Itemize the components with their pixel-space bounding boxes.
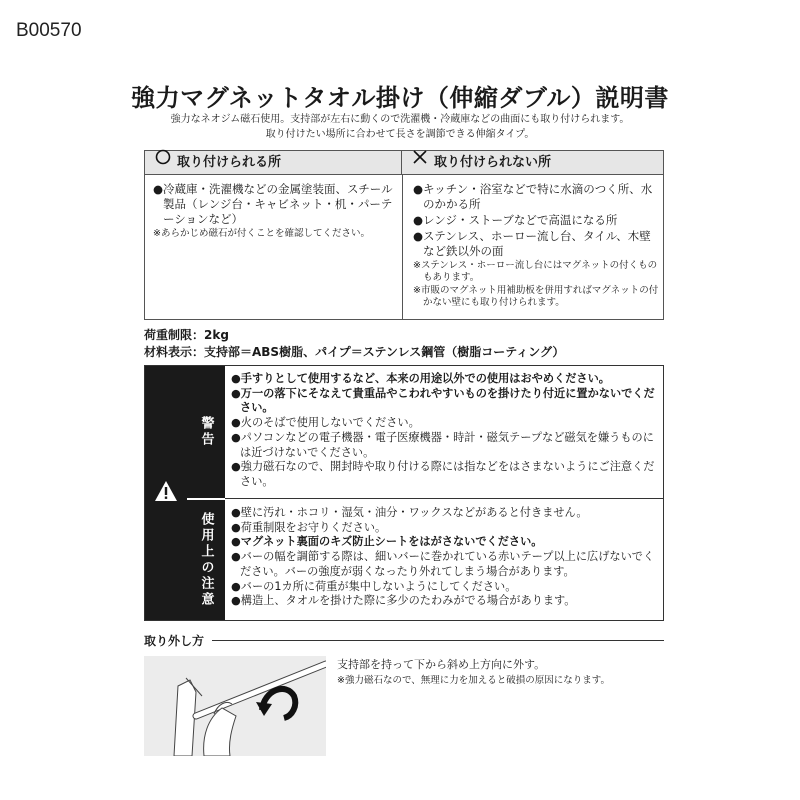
removal-title: 取り外し方 bbox=[144, 632, 212, 649]
removal-rule bbox=[144, 640, 664, 641]
warning-list bbox=[231, 372, 659, 490]
caution-item: ●構造上、タオルを掛けた際に多少のたわみがでる場合があります。 bbox=[231, 594, 576, 608]
ok-list bbox=[153, 182, 397, 240]
load-limit: 荷重制限：2kg bbox=[144, 328, 229, 342]
removal-illustration bbox=[144, 656, 326, 756]
warning-item: ●万一の落下にそなえて貴重品やこわれやすいものを掛けたり付近に置かないでください。 bbox=[231, 386, 655, 415]
ng-list bbox=[413, 182, 659, 309]
document-title: 強力マグネットタオル掛け（伸縮ダブル）説明書 bbox=[131, 84, 669, 112]
document-code: B00570 bbox=[16, 20, 82, 41]
warning-item: ●パソコンなどの電子機器・電子医療機器・時計・磁気テープなど磁気を嫌うものには近づけないでください。 bbox=[231, 430, 654, 459]
warning-item: ●強力磁石なので、開封時や取り付ける際には指などをはさまないようにご注意ください。 bbox=[231, 460, 655, 488]
caution-list bbox=[231, 506, 659, 609]
ng-item: ●レンジ・ストーブなどで高温になる所 bbox=[413, 213, 618, 227]
removal-note: ※強力磁石なので、無理に力を加えると破損の原因になります。 bbox=[337, 675, 611, 686]
warning-item: ●火のそばで使用しないでください。 bbox=[231, 416, 420, 430]
caution-label: 使用上の注意 bbox=[187, 500, 225, 620]
ok-item: ●冷蔵庫・洗濯機などの金属塗装面、スチール製品（レンジ台・キャビネット・机・パーテーションなど） bbox=[153, 182, 393, 226]
intro-line-2: 取り付けたい場所に合わせて長さを調節できる伸縮タイプ。 bbox=[265, 129, 535, 140]
removal-instruction: 支持部を持って下から斜め上方向に外す。 bbox=[337, 658, 546, 671]
installation-comparison-table bbox=[144, 150, 664, 320]
ng-item: ●ステンレス、ホーロー流し台、タイル、木壁など鉄以外の面 bbox=[413, 229, 651, 258]
warning-item: ●手すりとして使用するなど、本来の用途以外での使用はおやめください。 bbox=[231, 372, 610, 385]
caution-item: ●バーの1カ所に荷重が集中しないようにしてください。 bbox=[231, 579, 517, 593]
caution-item: ●バーの幅を調節する際は、細いバーに巻かれている赤いテープ以上に広げないでください。バーの強度が弱くなったり外れてしまう場合があります。 bbox=[231, 550, 655, 578]
circle-icon bbox=[155, 149, 171, 174]
material-info: 材料表示：支持部＝ABS樹脂、パイプ＝ステンレス鋼管（樹脂コーティング） bbox=[144, 345, 565, 359]
ng-note: ※市販のマグネット用補助板を併用すればマグネットの付かない壁にも取り付けられます。 bbox=[413, 285, 659, 308]
ok-header-label: 取り付けられる所 bbox=[177, 155, 282, 170]
cross-icon bbox=[412, 149, 428, 174]
ng-header bbox=[402, 151, 663, 175]
ng-note: ※ステンレス・ホーロー流し台にはマグネットの付くものもあります。 bbox=[413, 260, 658, 283]
caution-item: ●壁に汚れ・ホコリ・湿気・油分・ワックスなどがあると付きません。 bbox=[231, 506, 588, 519]
column-divider bbox=[402, 175, 403, 319]
intro-line-1: 強力なネオジム磁石使用。支持部が左右に動くので洗濯機・冷蔵庫などの曲面にも取り付けられます。 bbox=[170, 114, 630, 125]
ng-item: ●キッチン・浴室などで特に水滴のつく所、水のかかる所 bbox=[413, 182, 653, 211]
ng-header-label: 取り付けられない所 bbox=[434, 155, 552, 170]
warning-triangle-icon bbox=[154, 480, 178, 506]
warning-label: 警告 bbox=[187, 366, 225, 498]
caution-item: ●マグネット裏面のキズ防止シートをはがさないでください。 bbox=[231, 535, 543, 549]
ok-header bbox=[145, 151, 402, 175]
ok-note: ※あらかじめ磁石が付くことを確認してください。 bbox=[153, 228, 370, 239]
label-gap bbox=[187, 498, 225, 500]
section-divider bbox=[187, 498, 663, 499]
caution-item: ●荷重制限をお守りください。 bbox=[231, 520, 387, 534]
warning-caution-box bbox=[144, 365, 664, 621]
